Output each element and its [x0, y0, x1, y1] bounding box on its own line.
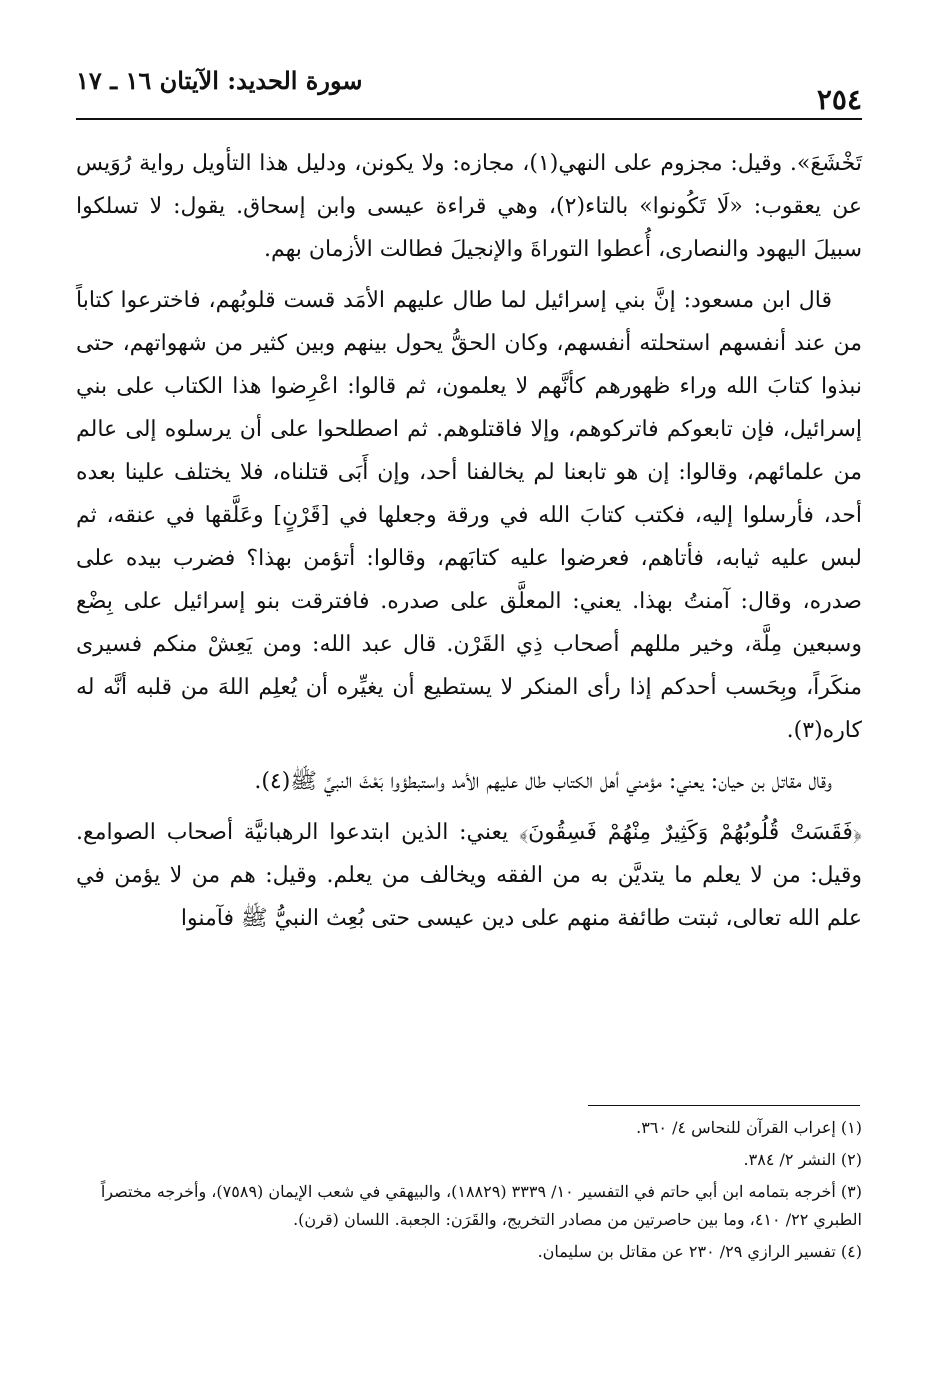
- main-text: [76, 142, 862, 948]
- header-rule: [76, 118, 862, 120]
- footnote: (٤) تفسير الرازي ٢٩/ ٢٣٠ عن مقاتل بن سليمان.: [537, 1242, 862, 1261]
- footnote: (١) إعراب القرآن للنحاس ٤/ ٣٦٠.: [636, 1118, 862, 1137]
- paragraph: قال ابن مسعود: إنَّ بني إسرائيل لما طال عليهم الأمَد قست قلوبُهم، فاخترعوا كتاباً من عند أنفسهم استحلته أنفسهم، وكان الحقُّ يحول بينهم وبين كثير من شهواتهم، حتى نبذوا كتابَ الله وراء ظهورهم كأنَّهم لا يعلمون، ثم قالوا: اعْرِضوا هذا الكتاب على بني إسرائيل، فإن تابعوكم فاتركوهم، وإلا فاقتلوهم. ثم اصطلحوا على أن يرسلوه إلى عالم من علمائهم، وقالوا: إن هو تابعنا لم يخالفنا أحد، وإن أَبَى قتلناه، فلا يختلف علينا بعده أحد، فأرسلوا إليه، فكتب كتابَ الله في ورقة وجعلها في [قَرْنٍ] وعَلَّقها في عنقه، ثم لبس عليه ثيابه، فأتاهم، فعرضوا عليه كتابَهم، وقالوا: أتؤمن بهذا؟ فضرب بيده على صدره، وقال: آمنتُ بهذا. يعني: المعلَّق على صدره. فافترقت بنو إسرائيل على بِضْع وسبعين مِلَّة، وخير مللهم أصحاب ذِي القَرْن. قال عبد الله: ومن يَعِشْ منكم فسيرى منكَراً، وبِحَسب أحدكم إذا رأى المنكر لا يستطيع أن يغيِّره أن يُعلِم اللهَ من قلبه أنَّه له كاره(٣).: [76, 288, 862, 743]
- footnotes: [76, 1114, 862, 1270]
- page-header: [76, 66, 862, 118]
- footnote: (٢) النشر ٢/ ٣٨٤.: [743, 1150, 862, 1169]
- paragraph: ﴿فَقَسَتْ قُلُوبُهُمْ وَكَثِيرٌ مِنْهُمْ فَسِقُونَ﴾ يعني: الذين ابتدعوا الرهبانيَّة أصحاب الصوامع. وقيل: من لا يعلم ما يتديَّن به من الفقه ويخالف من يعلم. وقيل: هم من لا يؤمن في علم الله تعالى، ثبتت طائفة منهم على دين عيسى حتى بُعِث النبيُّ ﷺ فآمنوا: [76, 820, 862, 931]
- footnote-rule: [588, 1105, 860, 1106]
- running-title: سورة الحديد: الآيتان ١٦ ـ ١٧: [76, 66, 363, 95]
- footnote: (٣) أخرجه بتمامه ابن أبي حاتم في التفسير ١٠/ ٣٣٣٩ (١٨٨٢٩)، والبيهقي في شعب الإيمان (٧٥٨٩)، وأخرجه مختصراً الطبري ٢٢/ ٤١٠، وما بين حاصرتين من مصادر التخريج، والقَرَن: الجعبة. اللسان (قرن).: [100, 1182, 862, 1229]
- paragraph: تَخْشَعَ». وقيل: مجزوم على النهي(١)، مجازه: ولا يكونن، ودليل هذا التأويل رواية رُوَيس عن يعقوب: «لَا تَكُونوا» بالتاء(٢)، وهي قراءة عيسى وابن إسحاق. يقول: لا تسلكوا سبيلَ اليهود والنصارى، أُعطوا التوراةَ والإنجيلَ فطالت الأزمان بهم.: [76, 151, 862, 262]
- paragraph: وقال مقاتل بن حيان: يعني: مؤمني أهل الكتاب طال عليهم الأمد واستبطؤوا بَعْثَ النبيِّ ﷺ(٤).: [254, 769, 832, 794]
- page-number: ٢٥٤: [816, 83, 862, 116]
